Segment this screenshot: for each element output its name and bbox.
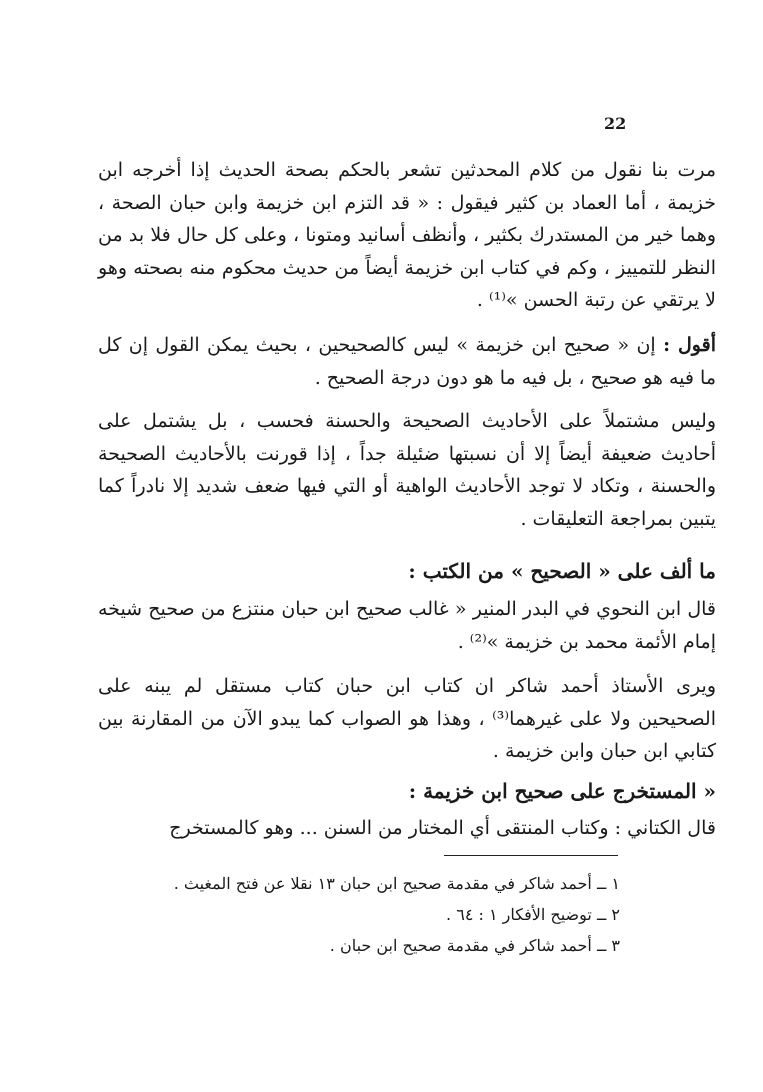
paragraph-text: قال ابن النحوي في البدر المنير « غالب صحيح ابن حبان منتزع من صحيح شيخه إمام الأئمة محمد بن خزيمة »⁽²⁾ . bbox=[98, 598, 716, 653]
footnotes bbox=[150, 868, 620, 961]
footnote-1: ١ ــ أحمد شاكر في مقدمة صحيح ابن حبان ١٣ نقلا عن فتح المغيث . bbox=[173, 874, 620, 893]
section-heading-mustakhraj bbox=[98, 775, 716, 808]
paragraph-aqul bbox=[98, 329, 716, 394]
heading-text: « المستخرج على صحيح ابن خزيمة : bbox=[408, 779, 716, 803]
section-heading-books bbox=[98, 555, 716, 588]
paragraph-weak-hadith bbox=[98, 405, 716, 535]
paragraph-text bbox=[98, 329, 716, 394]
paragraph-lead: أقول : bbox=[663, 334, 716, 356]
paragraph-ibn-kathir-quote bbox=[98, 154, 716, 317]
paragraph-rest: إن « صحيح ابن خزيمة » ليس كالصحيحين ، بحيث يمكن القول إن كل ما فيه هو صحيح ، بل فيه ما هو دون درجة الصحيح . bbox=[98, 334, 716, 389]
footnote-2: ٢ ــ توضيح الأفكار ١ : ٦٤ . bbox=[446, 905, 620, 924]
page-number: 22 bbox=[604, 114, 627, 133]
paragraph-text: قال الكتاني : وكتاب المنتقى أي المختار من السنن ... وهو كالمستخرج bbox=[169, 817, 716, 839]
paragraph-text: وليس مشتملاً على الأحاديث الصحيحة والحسنة فحسب ، بل يشتمل على أحاديث ضعيفة أيضاً إلا أن نسبتها ضئيلة جداً ، إذا قورنت بالأحاديث الصحيحة والحسنة ، وتكاد لا توجد الأحاديث الواهية أو التي فيها ضعف شديد إلا نادراً كما يتبين بمراجعة التعليقات . bbox=[98, 410, 716, 530]
paragraph-ibn-nahwi bbox=[98, 593, 716, 658]
heading-text: ما ألف على « الصحيح » من الكتب : bbox=[408, 559, 716, 583]
footnote-divider bbox=[444, 855, 618, 856]
paragraph-kattani bbox=[98, 812, 716, 845]
paragraph-text: مرت بنا نقول من كلام المحدثين تشعر بالحكم بصحة الحديث إذا أخرجه ابن خزيمة ، أما العماد بن كثير فيقول : « قد التزم ابن خزيمة وابن حبان الصحة ، وهما خير من المستدرك بكثير ، وأنظف أسانيد ومتونا ، وعلى كل حال فلا بد من النظر للتمييز ، وكم في كتاب ابن خزيمة أيضاً من حديث محكوم منه بصحته وهو لا يرتقي عن رتبة الحسن »⁽¹⁾ . bbox=[98, 159, 716, 311]
footnote-3: ٣ ــ أحمد شاكر في مقدمة صحيح ابن حبان . bbox=[329, 936, 620, 955]
paragraph-ahmad-shakir bbox=[98, 670, 716, 768]
paragraph-text: ويرى الأستاذ أحمد شاكر ان كتاب ابن حبان كتاب مستقل لم يبنه على الصحيحين ولا على غيرهما⁽³⁾ ، وهذا هو الصواب كما يبدو الآن من المقارنة بين كتابي ابن حبان وابن خزيمة . bbox=[98, 675, 716, 762]
